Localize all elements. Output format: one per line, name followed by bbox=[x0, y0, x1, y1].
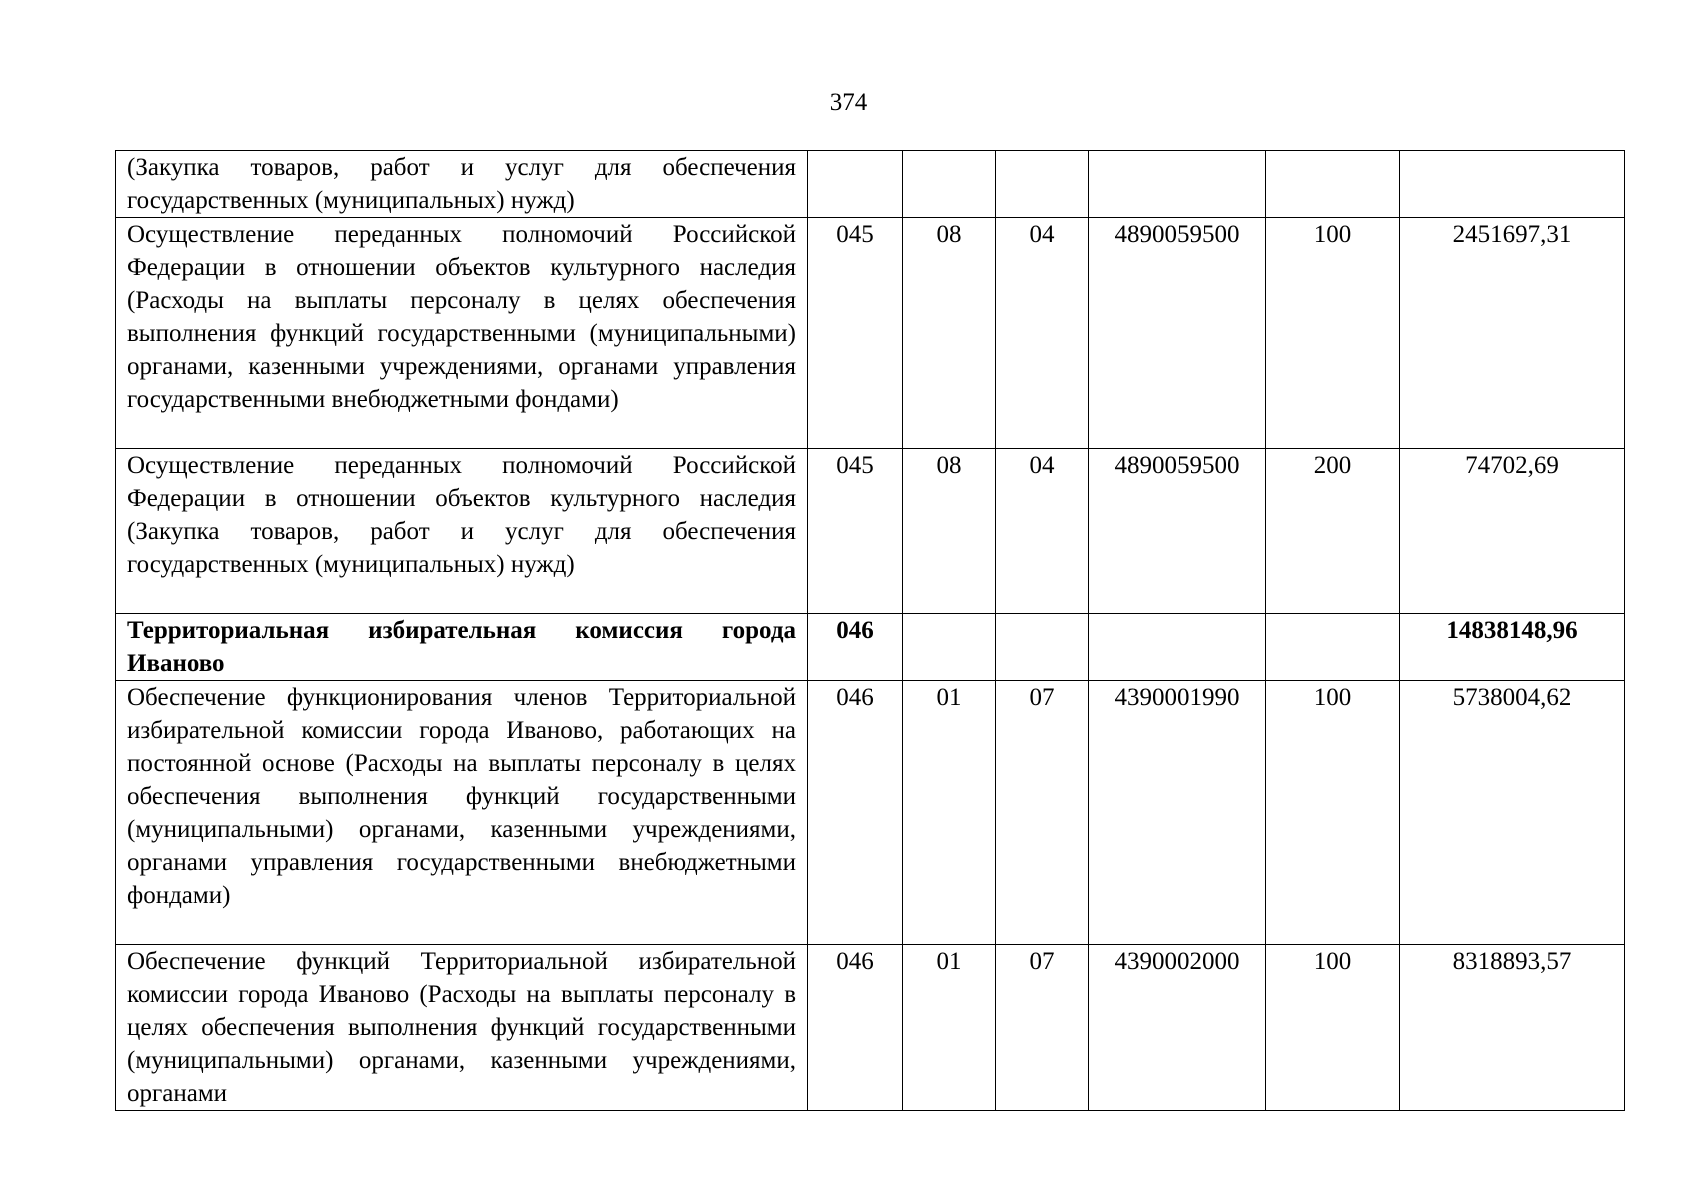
target-item-code bbox=[1089, 614, 1266, 681]
amount bbox=[1400, 151, 1625, 218]
subsection-code: 07 bbox=[996, 945, 1089, 1111]
section-code: 01 bbox=[903, 945, 996, 1111]
section-code: 08 bbox=[903, 449, 996, 614]
section-code: 01 bbox=[903, 681, 996, 945]
table-row bbox=[116, 614, 1625, 681]
subsection-code bbox=[996, 151, 1089, 218]
target-item-code: 4390002000 bbox=[1089, 945, 1266, 1111]
expense-type-code: 100 bbox=[1266, 945, 1400, 1111]
section-code: 08 bbox=[903, 218, 996, 449]
row-description: Обеспечение функционирования членов Территориальной избирательной комиссии города Иваново, работающих на постоянной основе (Расходы на выплаты персоналу в целях обеспечения выполнения функций государственными (муниципальными) органами, казенными учреждениями, органами управления государственными внебюджетными фондами) bbox=[116, 681, 808, 945]
amount: 74702,69 bbox=[1400, 449, 1625, 614]
target-item-code: 4890059500 bbox=[1089, 218, 1266, 449]
budget-table bbox=[115, 150, 1625, 1111]
table-row bbox=[116, 681, 1625, 945]
table-row bbox=[116, 945, 1625, 1111]
subsection-code: 07 bbox=[996, 681, 1089, 945]
expense-type-code: 100 bbox=[1266, 218, 1400, 449]
section-code bbox=[903, 151, 996, 218]
table-row bbox=[116, 151, 1625, 218]
department-code: 045 bbox=[808, 449, 903, 614]
row-description: (Закупка товаров, работ и услуг для обеспечения государственных (муниципальных) нужд) bbox=[116, 151, 808, 218]
department-code: 046 bbox=[808, 614, 903, 681]
section-code bbox=[903, 614, 996, 681]
subsection-code: 04 bbox=[996, 449, 1089, 614]
department-code: 046 bbox=[808, 945, 903, 1111]
expense-type-code: 100 bbox=[1266, 681, 1400, 945]
expense-type-code bbox=[1266, 614, 1400, 681]
expense-type-code bbox=[1266, 151, 1400, 218]
target-item-code bbox=[1089, 151, 1266, 218]
amount: 14838148,96 bbox=[1400, 614, 1625, 681]
target-item-code: 4390001990 bbox=[1089, 681, 1266, 945]
row-description: Обеспечение функций Территориальной избирательной комиссии города Иваново (Расходы на выплаты персоналу в целях обеспечения выполнения функций государственными (муниципальными) органами, казенными учреждениями, органами bbox=[116, 945, 808, 1111]
table-row bbox=[116, 218, 1625, 449]
amount: 8318893,57 bbox=[1400, 945, 1625, 1111]
target-item-code: 4890059500 bbox=[1089, 449, 1266, 614]
expense-type-code: 200 bbox=[1266, 449, 1400, 614]
table-row bbox=[116, 449, 1625, 614]
amount: 2451697,31 bbox=[1400, 218, 1625, 449]
row-description: Осуществление переданных полномочий Российской Федерации в отношении объектов культурного наследия (Закупка товаров, работ и услуг для обеспечения государственных (муниципальных) нужд) bbox=[116, 449, 808, 614]
department-code: 045 bbox=[808, 218, 903, 449]
department-code: 046 bbox=[808, 681, 903, 945]
amount: 5738004,62 bbox=[1400, 681, 1625, 945]
subsection-code bbox=[996, 614, 1089, 681]
page-number: 374 bbox=[829, 89, 868, 116]
department-code bbox=[808, 151, 903, 218]
subsection-code: 04 bbox=[996, 218, 1089, 449]
row-description: Осуществление переданных полномочий Российской Федерации в отношении объектов культурного наследия (Расходы на выплаты персоналу в целях обеспечения выполнения функций государственными (муниципальными) органами, казенными учреждениями, органами управления государственными внебюджетными фондами) bbox=[116, 218, 808, 449]
row-description: Территориальная избирательная комиссия города Иваново bbox=[116, 614, 808, 681]
